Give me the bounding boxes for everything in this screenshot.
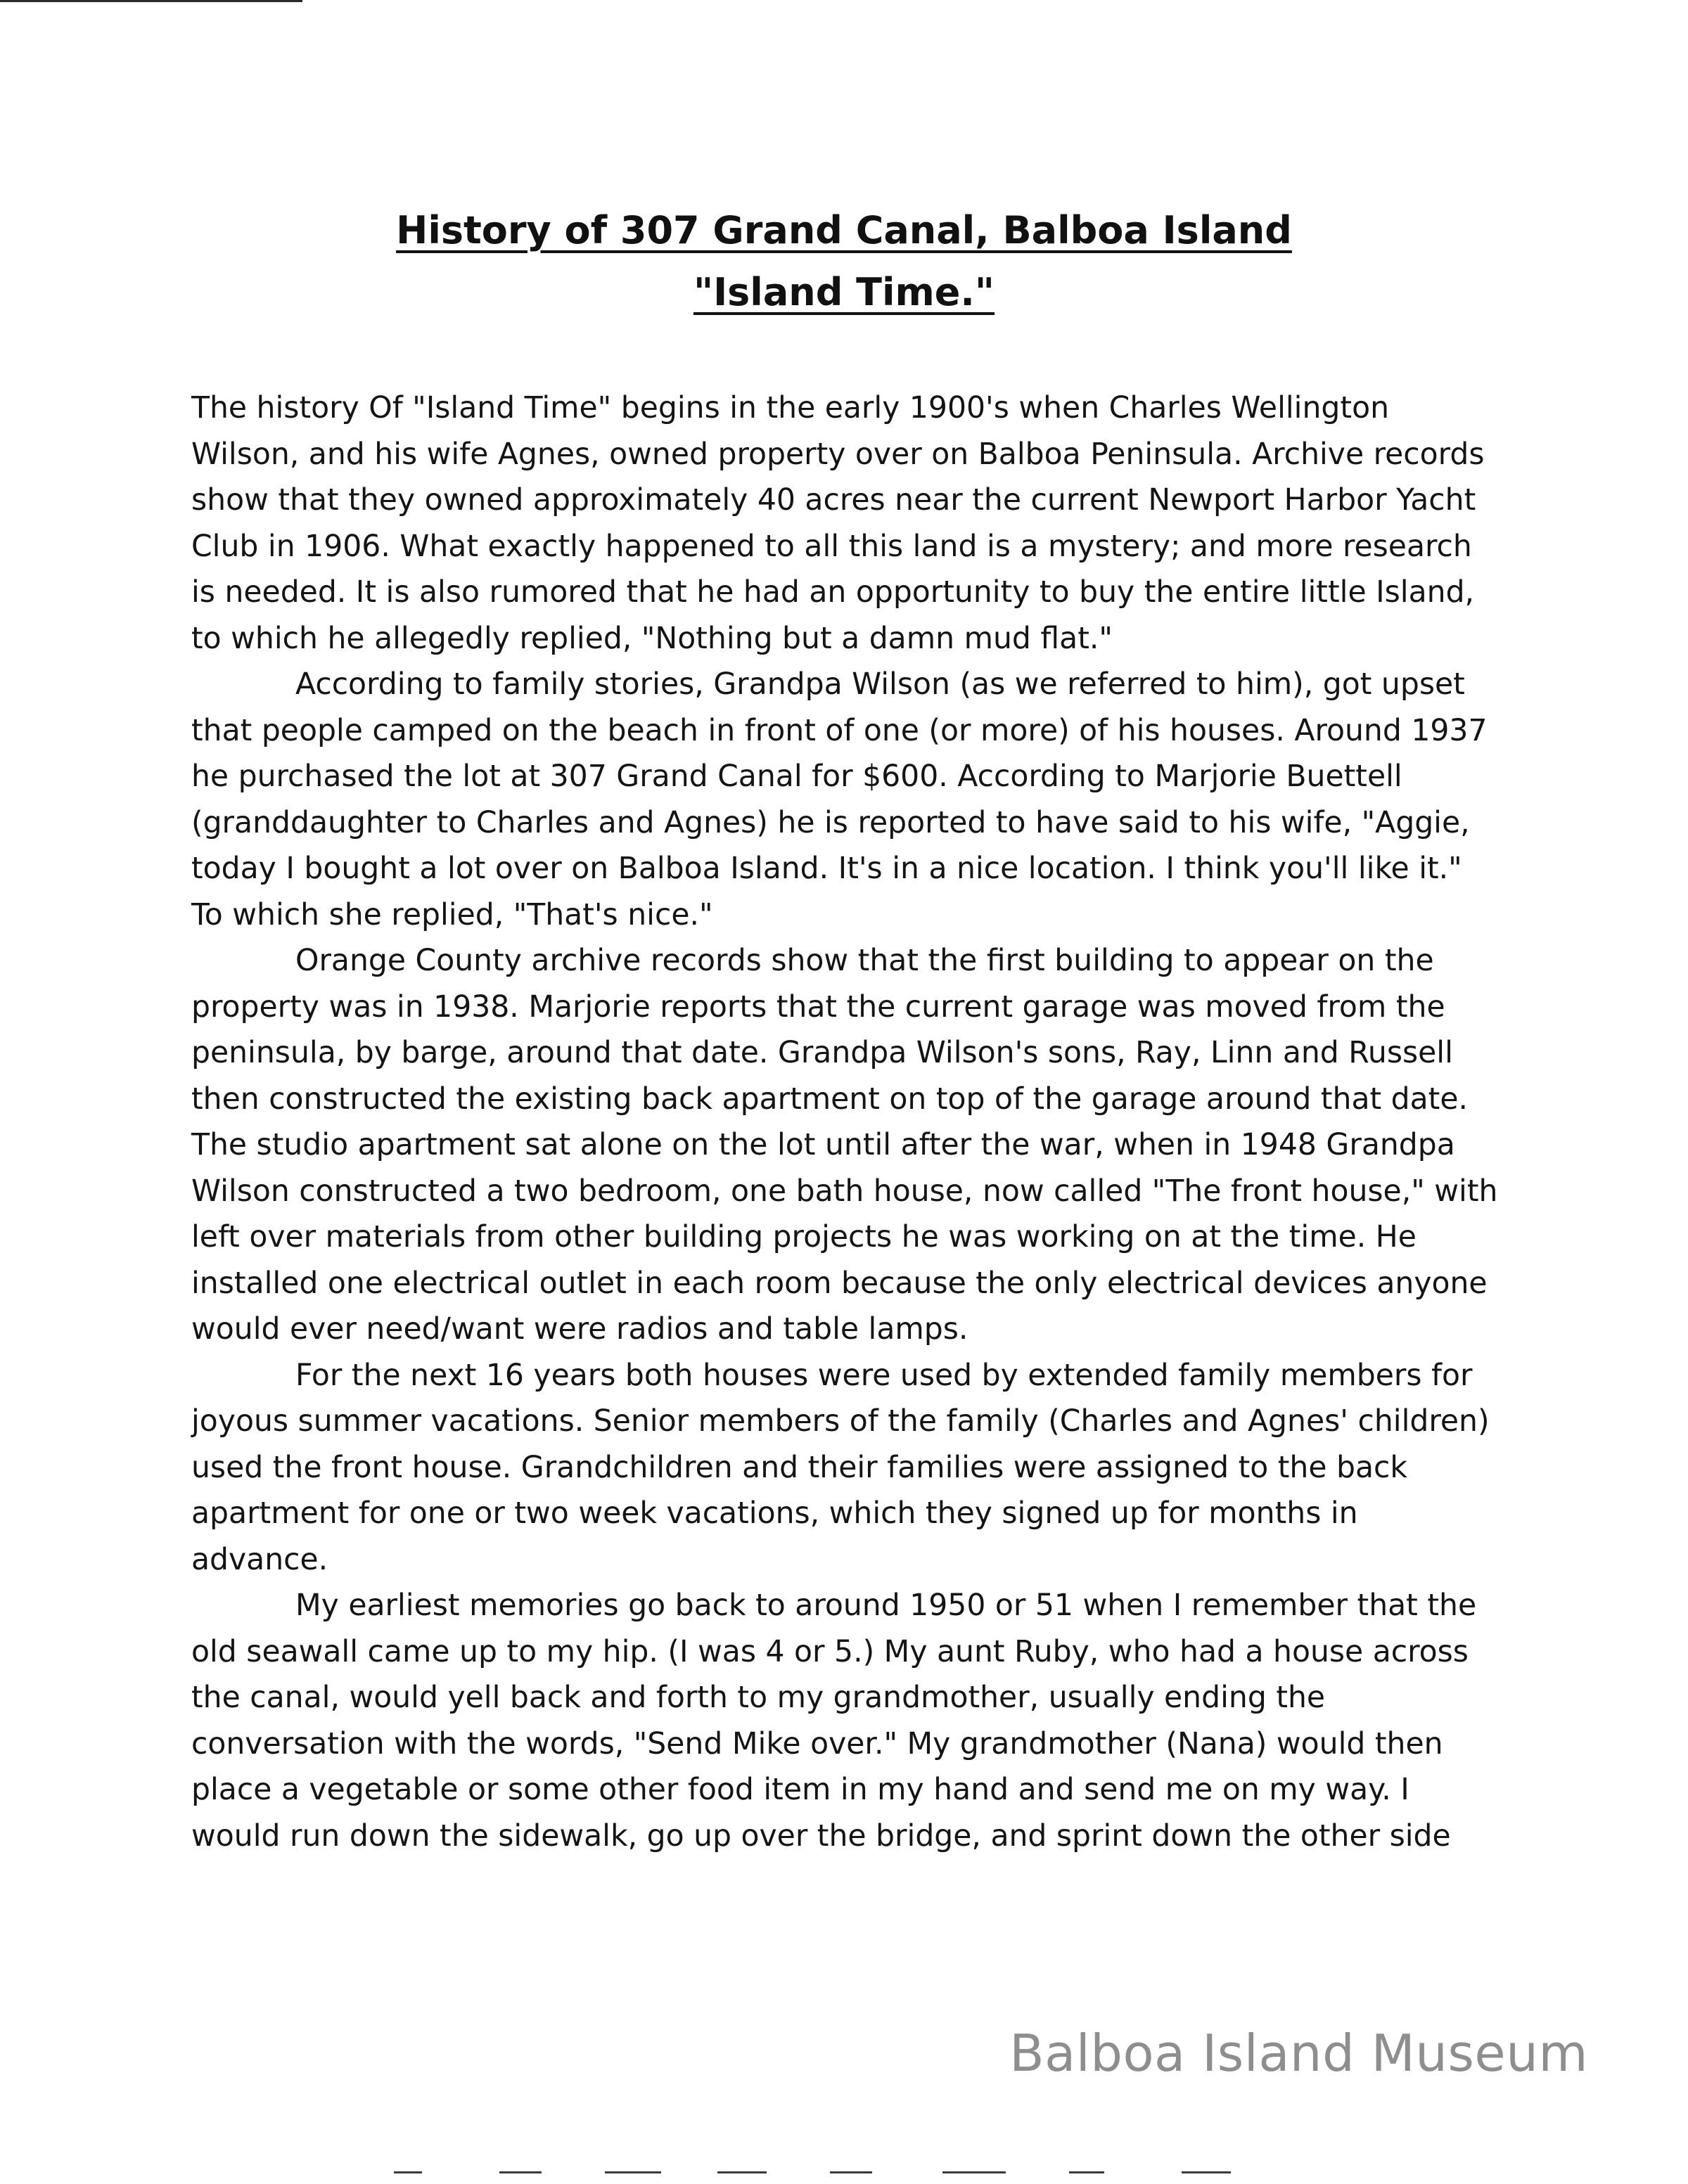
document-body [191, 385, 1500, 1859]
paragraph-3: Orange County archive records show that the first building to appear on the property was in 1938. Marjorie reports that the current garage was moved from the peninsula, by barge, around that date. Grandpa Wilson's sons, Ray, Linn and Russell then constructed the existing back apartment on top of the garage around that date. The studio apartment sat alone on the lot until after the war, when in 1948 Grandpa Wilson constructed a two bedroom, one bath house, now called "The front house," with left over materials from other building projects he was working on at the time. He installed one electrical outlet in each room because the only electrical devices anyone would ever need/want were radios and table lamps. [191, 944, 1498, 1347]
title-line-2: "Island Time." [693, 270, 995, 314]
paragraph-2: According to family stories, Grandpa Wilson (as we referred to him), got upset that people camped on the beach in front of one (or more) of his houses. Around 1937 he purchased the lot at 307 Grand Canal for $600. According to Marjorie Buettell (granddaughter to Charles and Agnes) he is reported to have said to his wife, "Aggie, today I bought a lot over on Balboa Island. It's in a nice location. I think you'll like it." To which she replied, "That's nice." [191, 667, 1488, 932]
title-line-1: History of 307 Grand Canal, Balboa Island [396, 208, 1292, 252]
paragraph-5: My earliest memories go back to around 1950 or 51 when I remember that the old seawall came up to my hip. (I was 4 or 5.) My aunt Ruby, who had a house across the canal, would yell back and forth to my grandmother, usually ending the conversation with the words, "Send Mike over." My grandmother (Nana) would then place a vegetable or some other food item in my hand and send me on my way. I would run down the sidewalk, go up over the bridge, and sprint down the other side [191, 1588, 1477, 1854]
paragraph-1: The history Of "Island Time" begins in the early 1900's when Charles Wellington Wilson, and his wife Agnes, owned property over on Balboa Peninsula. Archive records show that they owned approximately 40 acres near the current Newport Harbor Yacht Club in 1906. What exactly happened to all this land is a mystery; and more research is needed. It is also rumored that he had an opportunity to buy the entire little Island, to which he allegedly replied, "Nothing but a damn mud flat." [191, 391, 1485, 656]
paragraph-4: For the next 16 years both houses were used by extended family members for joyous summer vacations. Senior members of the family (Charles and Agnes' children) used the front house. Grandchildren and their families were assigned to the back apartment for one or two week vacations, which they signed up for months in advance. [191, 1358, 1490, 1577]
scan-edge-line [0, 0, 302, 2]
document-title [0, 200, 1688, 323]
scan-footer-marks [394, 2171, 1379, 2174]
museum-watermark: Balboa Island Museum [1009, 2024, 1588, 2083]
